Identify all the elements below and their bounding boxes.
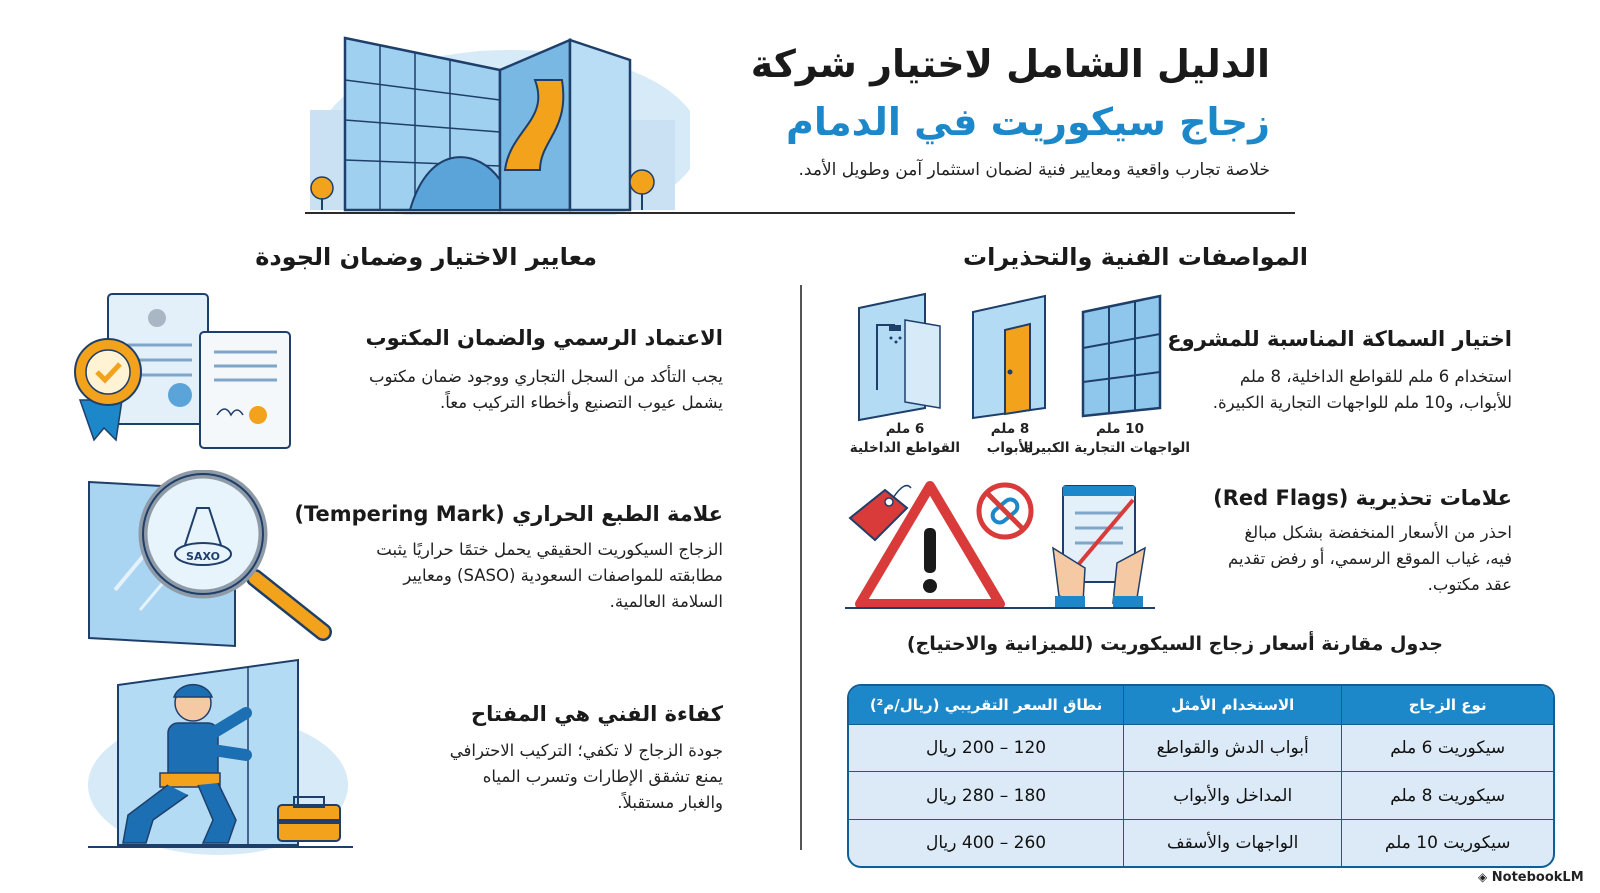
shower-glass-icon [859, 294, 940, 420]
table-cell: المداخل والأبواب [1124, 772, 1342, 820]
table-cell: أبواب الدش والقواطع [1124, 724, 1342, 772]
certificate-icon [72, 290, 302, 450]
door-glass-icon [973, 296, 1045, 418]
table-row [849, 819, 1553, 866]
table-cell: سيكوريت 10 ملم [1342, 819, 1553, 866]
table-cell: سيكوريت 6 ملم [1342, 724, 1553, 772]
table-cell: 120 – 200 ريال [849, 724, 1124, 772]
item-tempering-text: الزجاج السيكوريت الحقيقي يحمل ختمًا حراريًا يثبت مطابقته للمواصفات السعودية (SASO) ومعايير السلامة العالمية. [376, 540, 723, 611]
table-header-use: الاستخدام الأمثل [1124, 686, 1342, 724]
thickness-text: استخدام 6 ملم للقواطع الداخلية، 8 ملم للأبواب، و10 ملم للواجهات التجارية الكبيرة. [1212, 367, 1512, 412]
red-flags-text: احذر من الأسعار المنخفضة بشكل مبالغ فيه، غياب الموقع الرسمي، أو رفض تقديم عقد مكتوب. [1228, 523, 1512, 594]
price-comparison-table [847, 684, 1555, 868]
table-cell: 180 – 280 ريال [849, 772, 1124, 820]
header-divider [305, 212, 1295, 214]
notebooklm-logo-icon: ◈ [1478, 870, 1488, 884]
item-technician-title: كفاءة الفني هي المفتاح [471, 702, 723, 726]
item-tempering-title: علامة الطبع الحراري (Tempering Mark) [294, 502, 723, 526]
item-technician-text: جودة الزجاج لا تكفي؛ التركيب الاحترافي يمنع تشقق الإطارات وتسرب المياه والغبار مستقبلاً. [449, 741, 723, 812]
table-cell: الواجهات والأسقف [1124, 819, 1342, 866]
table-cell: 260 – 400 ريال [849, 819, 1124, 866]
brand-label: NotebookLM [1491, 870, 1584, 885]
price-table-title: جدول مقارنة أسعار زجاج السيكوريت (للميزانية والاحتياج) [906, 633, 1443, 655]
left-section-title: معايير الاختيار وضمان الجودة [255, 243, 597, 271]
spec-8mm: 8 ملم الأبواب [986, 421, 1034, 456]
magnifier-glass-icon [85, 470, 335, 650]
table-header-type: نوع الزجاج [1342, 686, 1553, 724]
spec-6mm: 6 ملم القواطع الداخلية [849, 421, 960, 456]
table-row [849, 772, 1553, 820]
item-accreditation-title: الاعتماد الرسمي والضمان المكتوب [365, 326, 723, 350]
page-title: الدليل الشامل لاختيار شركة [750, 42, 1270, 86]
table-cell: سيكوريت 8 ملم [1342, 772, 1553, 820]
red-flags-title: علامات تحذيرية (Red Flags) [1213, 486, 1512, 510]
brand-watermark [1478, 870, 1584, 885]
spec-10mm: 10 ملم الواجهات التجارية الكبيرة [1024, 421, 1190, 456]
page-title-highlight: زجاج سيكوريت في الدمام [786, 100, 1270, 144]
page-subtitle: خلاصة تجارب واقعية ومعايير فنية لضمان استثمار آمن وطويل الأمد. [798, 160, 1270, 180]
thickness-title: اختيار السماكة المناسبة للمشروع [1167, 327, 1512, 351]
item-accreditation-text: يجب التأكد من السجل التجاري ووجود ضمان مكتوب يشمل عيوب التصنيع وأخطاء التركيب معاً. [368, 367, 723, 412]
column-divider [800, 285, 802, 850]
table-header-price: نطاق السعر التقريبي (ريال/م²) [849, 686, 1124, 724]
no-link-icon [979, 485, 1031, 537]
table-row [849, 724, 1553, 772]
stamp-text: SAXO [186, 550, 220, 563]
building-illustration [300, 20, 690, 215]
right-section-title: المواصفات الفنية والتحذيرات [963, 243, 1308, 271]
